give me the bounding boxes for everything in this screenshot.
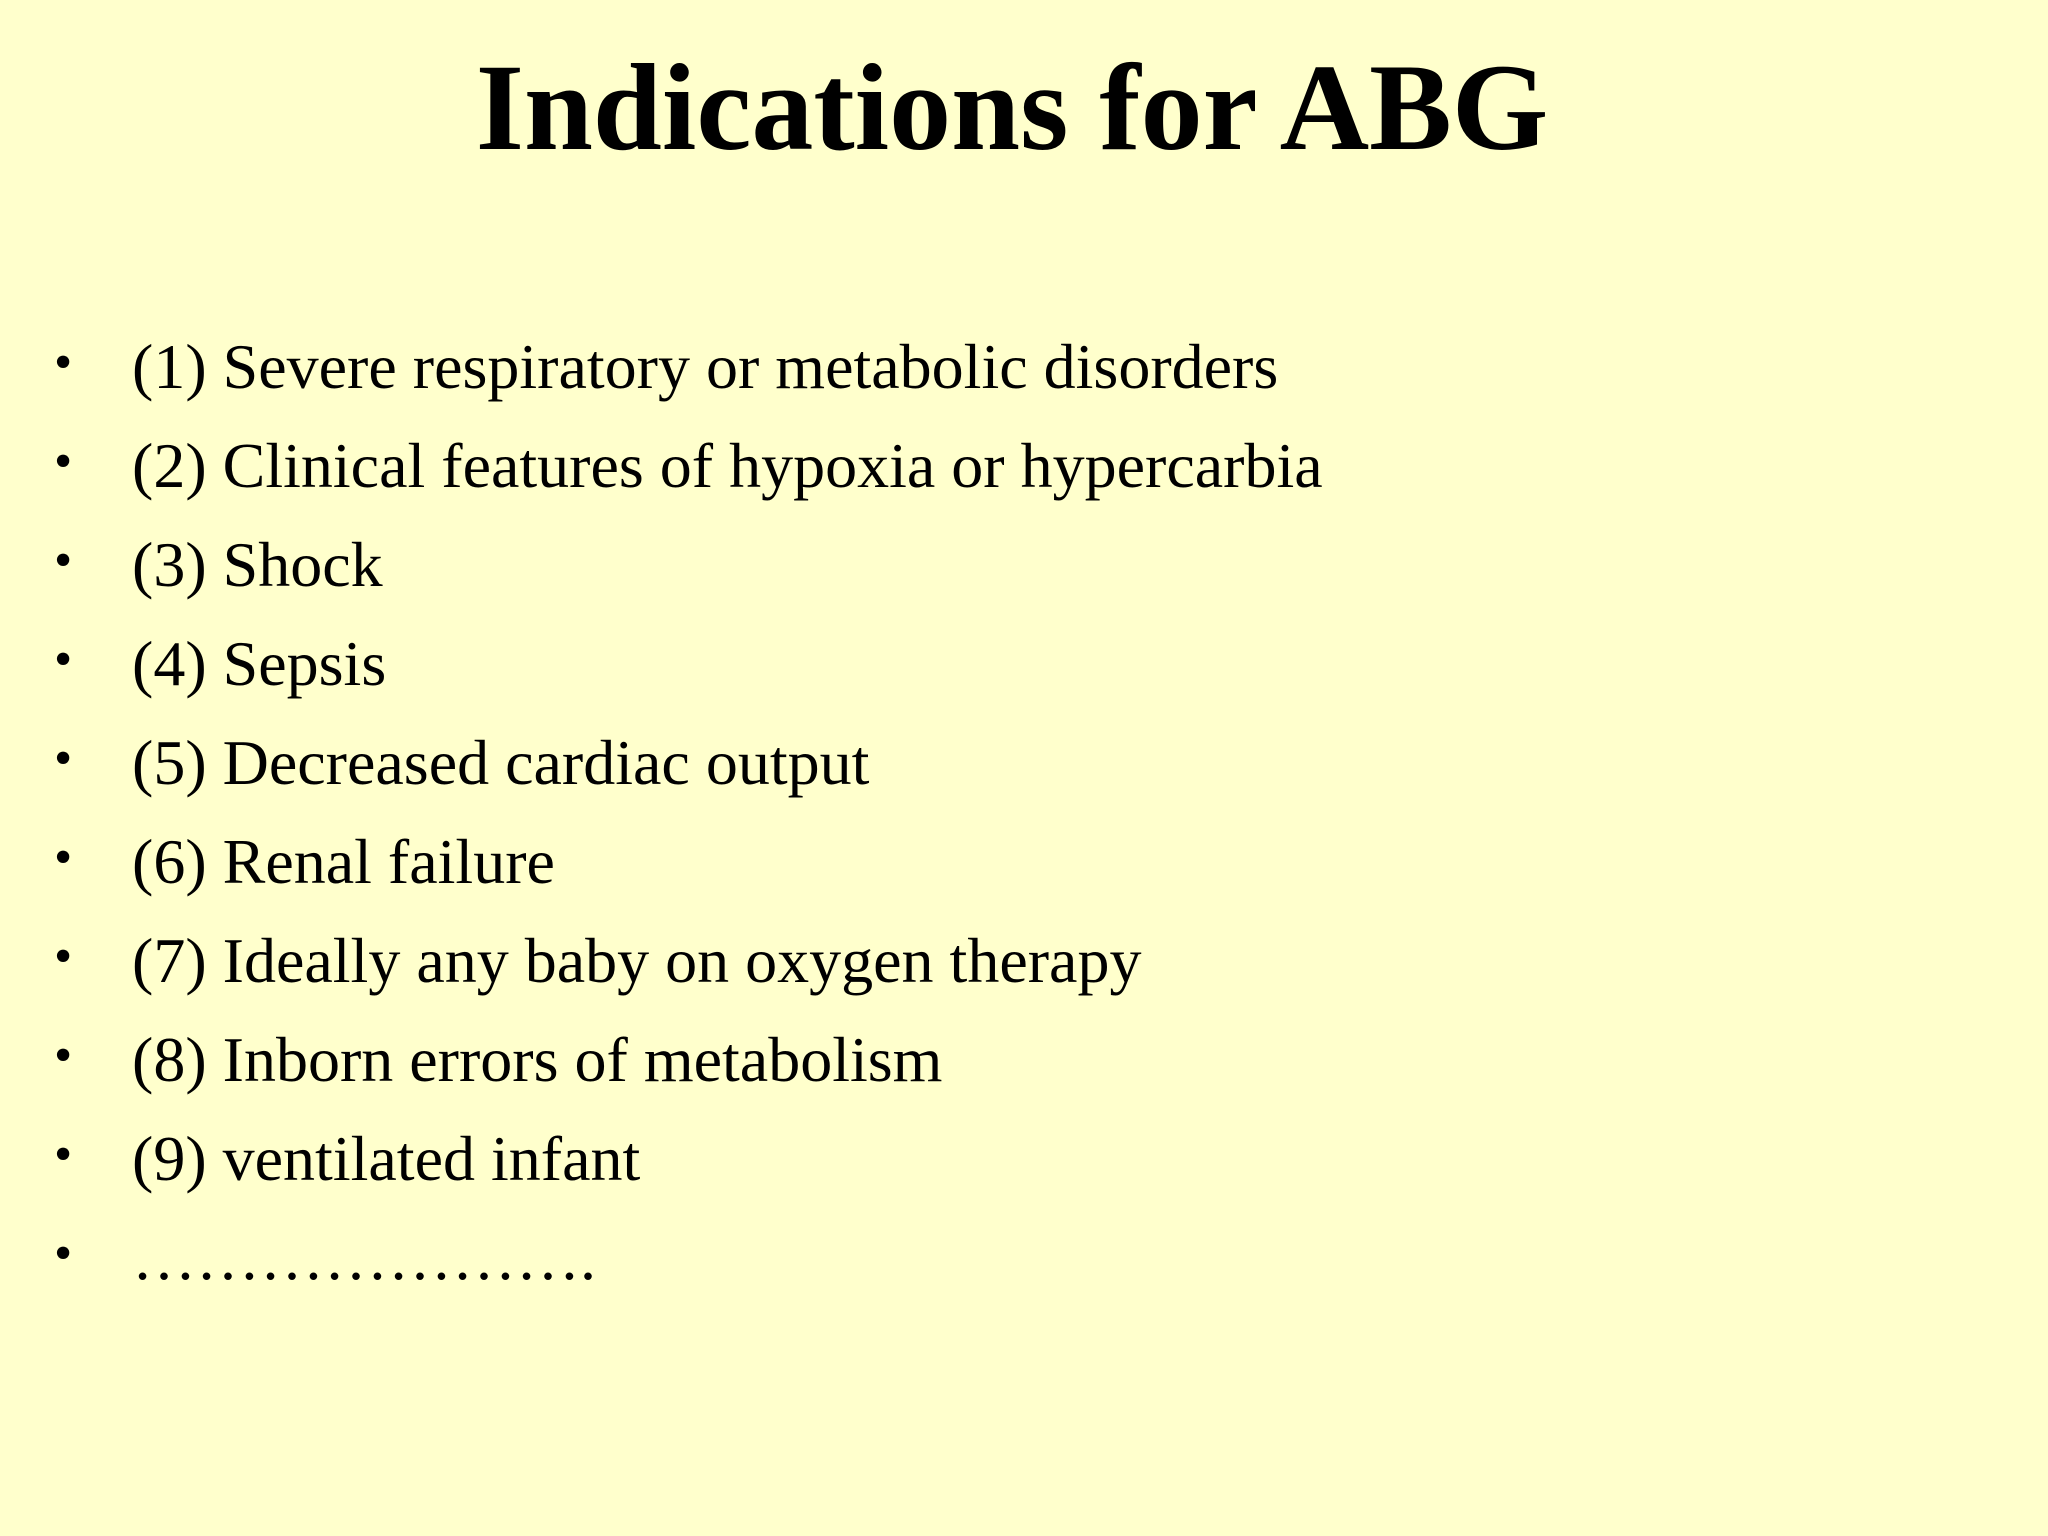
bullet-icon: •: [54, 1126, 73, 1183]
list-item-text: (3) Shock: [132, 529, 383, 600]
list-item: [0, 1208, 2048, 1307]
bullet-icon: •: [54, 631, 73, 688]
bullet-icon: •: [54, 928, 73, 985]
list-item: [0, 317, 2048, 416]
list-item-text: (5) Decreased cardiac output: [132, 727, 870, 798]
list-item-text: (7) Ideally any baby on oxygen therapy: [132, 925, 1142, 996]
list-item-text: (1) Severe respiratory or metabolic disorders: [132, 331, 1279, 402]
bullet-icon: •: [54, 1027, 73, 1084]
list-item-text: (8) Inborn errors of metabolism: [132, 1024, 943, 1095]
bullet-icon: •: [54, 334, 73, 391]
list-item: [0, 1010, 2048, 1109]
list-item: [0, 1109, 2048, 1208]
list-item: [0, 515, 2048, 614]
list-item-text: ………………….: [132, 1222, 596, 1293]
slide-title: Indications for ABG: [475, 39, 1549, 176]
list-item: [0, 911, 2048, 1010]
bullet-icon: •: [54, 532, 73, 589]
list-item: [0, 416, 2048, 515]
list-item-text: (9) ventilated infant: [132, 1123, 641, 1194]
list-item-text: (4) Sepsis: [132, 628, 387, 699]
list-item-text: (6) Renal failure: [132, 826, 555, 897]
bullet-icon: •: [54, 433, 73, 490]
list-item: [0, 812, 2048, 911]
list-item: [0, 713, 2048, 812]
bullet-icon: •: [54, 1225, 73, 1282]
indications-list: [0, 317, 2048, 1307]
bullet-icon: •: [54, 730, 73, 787]
list-item-text: (2) Clinical features of hypoxia or hypercarbia: [132, 430, 1323, 501]
bullet-icon: •: [54, 829, 73, 886]
list-item: [0, 614, 2048, 713]
